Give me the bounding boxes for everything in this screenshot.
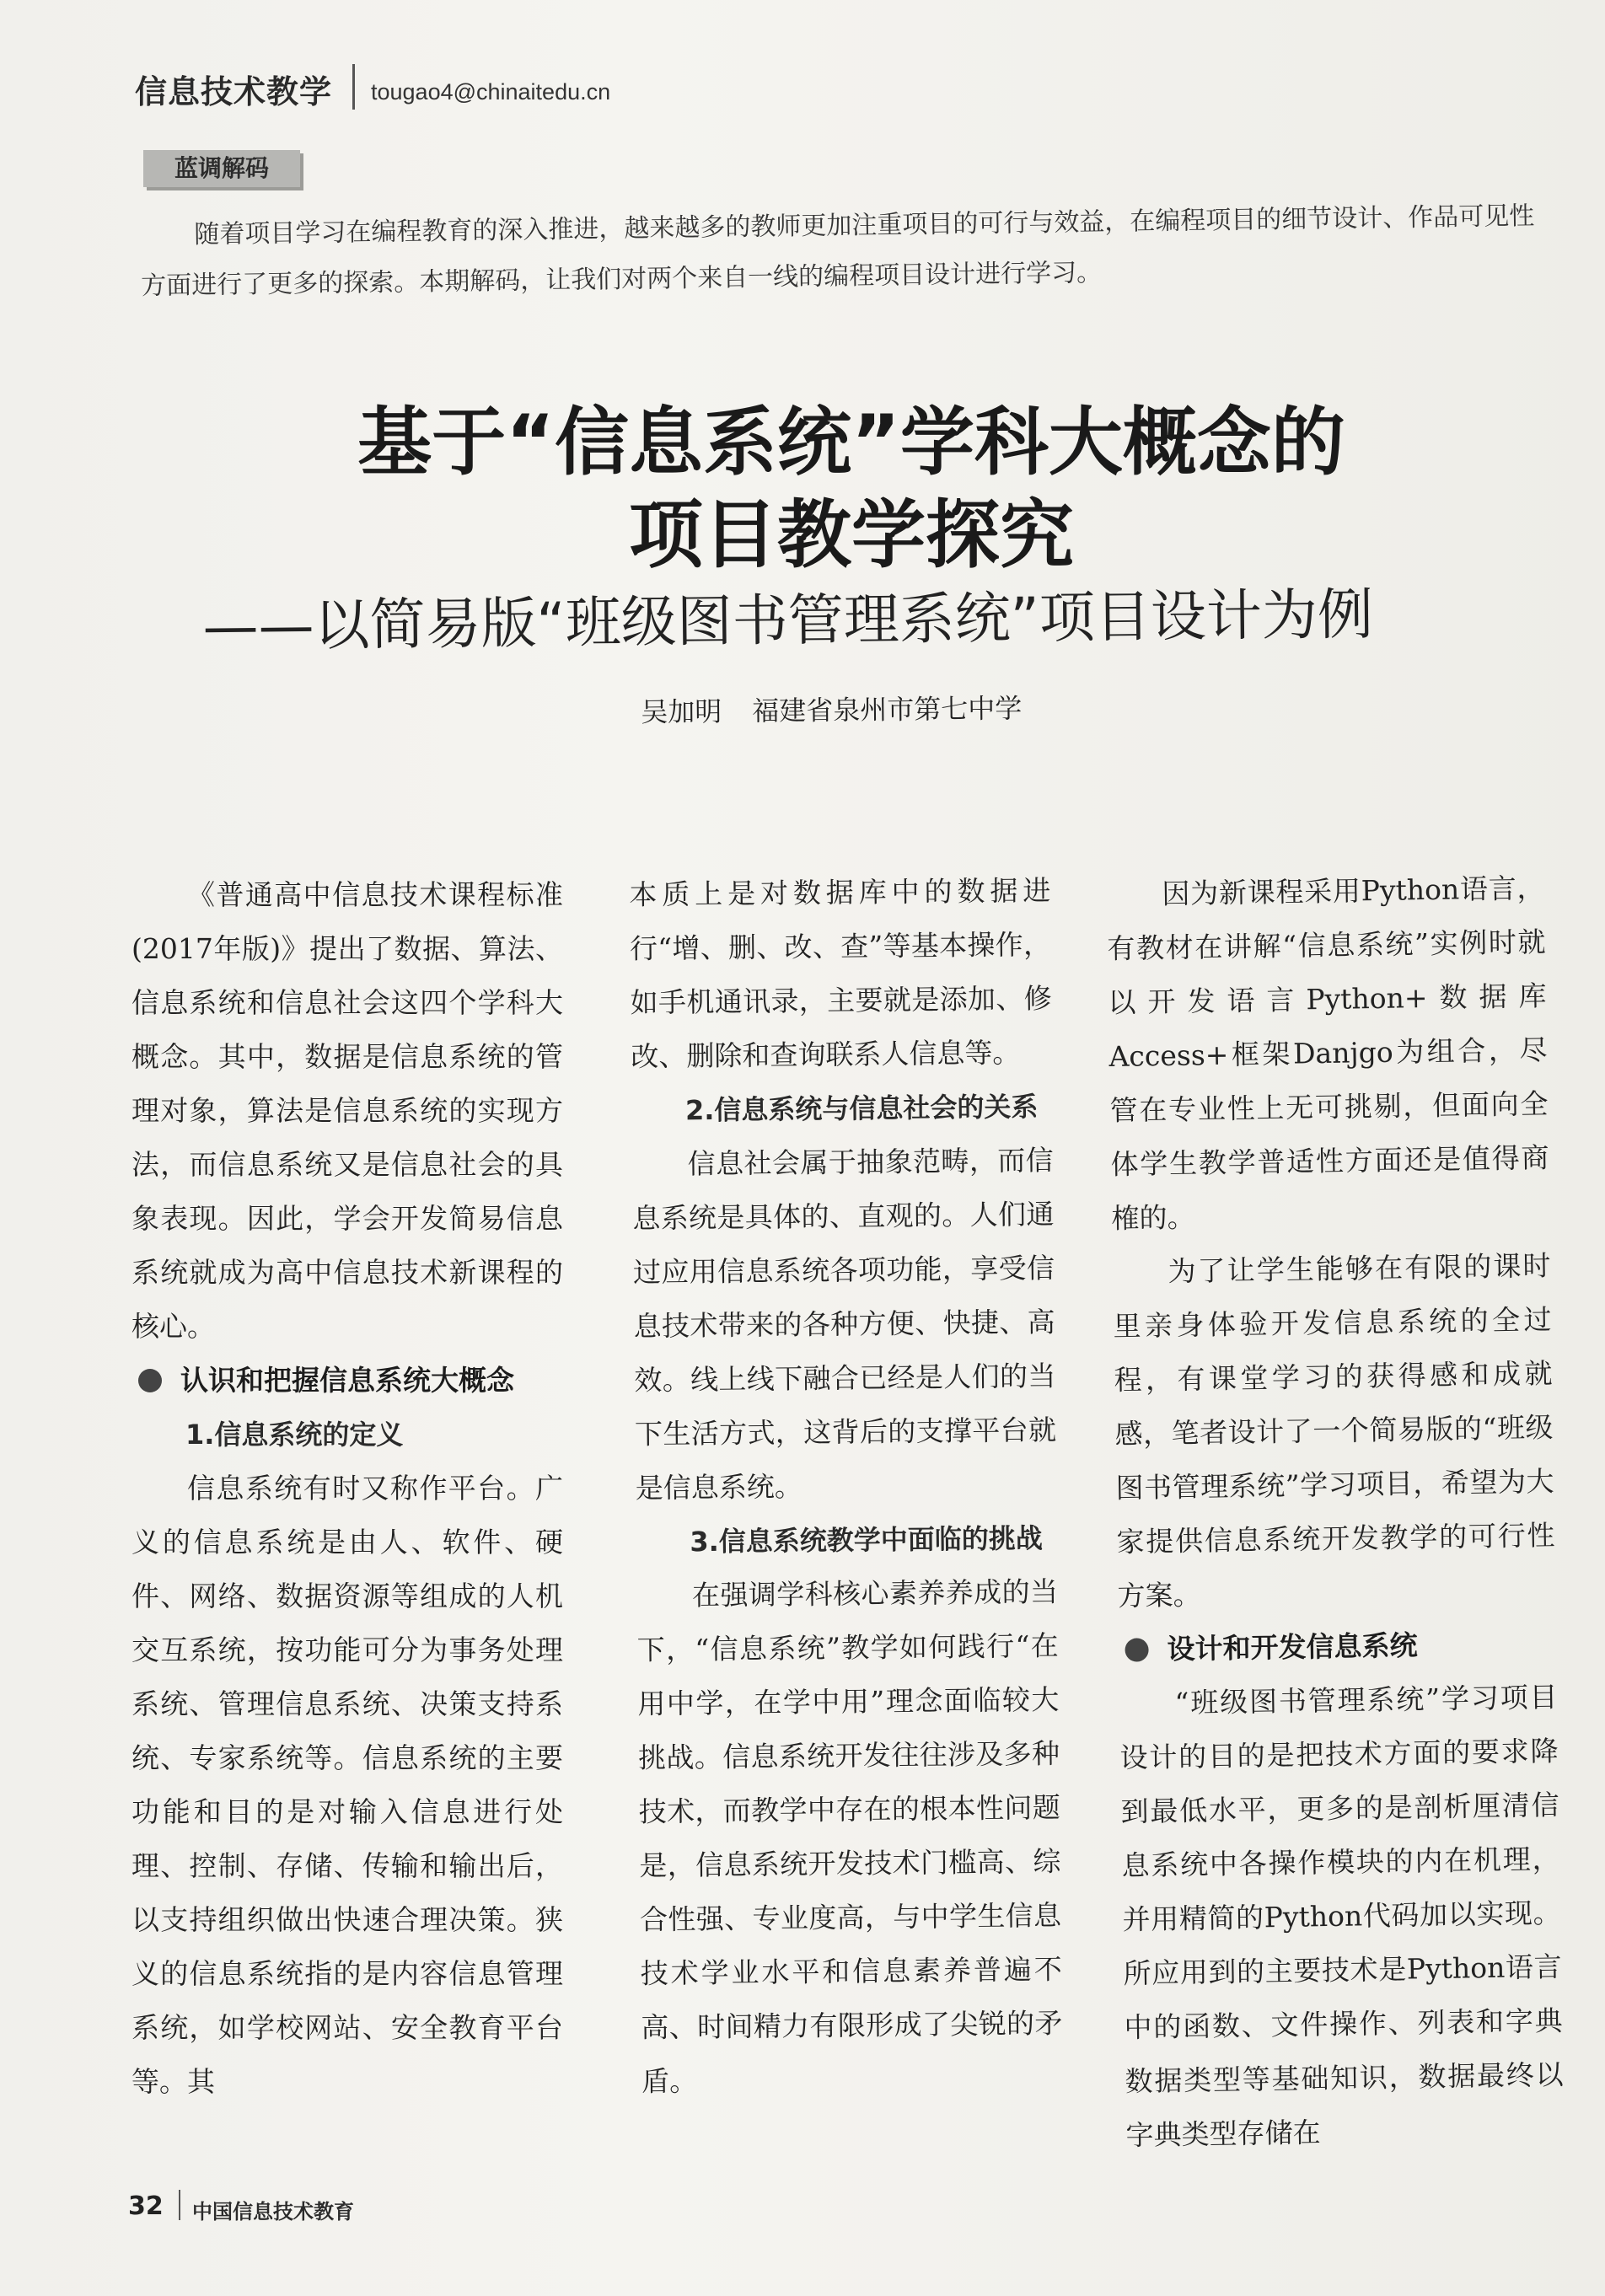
body-paragraph: 信息系统有时又称作平台。广义的信息系统是由人、软件、硬件、网络、数据资源等组成的人机交互系统，按功能可分为事务处理系统、管理信息系统、决策支持系统、专家系统等。信息系统的主要功能和目的是对输入信息进行处理、控制、存储、传输和输出后，以支持组织做出快速合理决策。狭义的信息系统指的是内容信息管理系统，如学校网站、安全教育平台等。其 [132, 1472, 563, 2098]
article-subtitle: ——以简易版“班级图书管理系统”项目设计为例 [202, 582, 1374, 659]
section-title: 信息技术教学 [135, 73, 333, 110]
subsection-heading: 3.信息系统教学中面临的挑战 [690, 1521, 1043, 1558]
author-name: 吴加明 [641, 695, 722, 728]
body-paragraph: 因为新课程采用Python语言，有教材在讲解“信息系统”实例时就以开发语言Python+数据库Access+框架Danjgo为组合，尽管在专业性上无可挑剔，但面向全体学生教学普适性方面还是值得商榷的。 [1107, 871, 1549, 1235]
bullet-icon [1125, 1638, 1148, 1661]
bullet-icon [138, 1369, 162, 1392]
section-heading: 设计和开发信息系统 [1118, 1617, 1557, 1677]
magazine-name: 中国信息技术教育 [192, 2200, 354, 2224]
column-3 [1106, 861, 1565, 2163]
section-heading: 认识和把握信息系统大概念 [132, 1354, 563, 1408]
article-title-line2: 项目教学探究 [628, 491, 1074, 578]
intro-paragraph: 随着项目学习在编程教育的深入推进，越来越多的教师更加注重项目的可行与效益，在编程项目的细节设计、作品可见性方面进行了更多的探索。本期解码，让我们对两个来自一线的编程项目设计进行学习。 [141, 201, 1535, 301]
body-paragraph: 为了让学生能够在有限的课时里亲身体验开发信息系统的全过程，有课堂学习的获得感和成就感，笔者设计了一个简易版的“班级图书管理系统”学习项目，希望为大家提供信息系统开发教学的可行性方案。 [1113, 1248, 1555, 1612]
subsection-heading: 2.信息系统与信息社会的关系 [684, 1090, 1039, 1127]
author-affiliation: 福建省泉州市第七中学 [752, 692, 1023, 727]
header-divider [352, 64, 355, 110]
page-number: 32 [128, 2191, 164, 2221]
article-title-line1: 基于“信息系统”学科大概念的 [357, 399, 1345, 485]
body-paragraph: 本质上是对数据库中的数据进行“增、删、改、查”等基本操作，如手机通讯录，主要就是添加、修改、删除和查询联系人信息等。 [629, 873, 1052, 1073]
column-1 [132, 868, 563, 2109]
subsection-heading: 1.信息系统的定义 [185, 1419, 404, 1451]
article-title [135, 396, 1568, 582]
body-paragraph: “班级图书管理系统”学习项目设计的目的是把技术方面的要求降到最低水平，更多的是剖析厘清信息系统中各操作模块的内在机理，并用精简的Python代码加以实现。所应用到的主要技术是Python语言中的函数、文件操作、列表和字典数据类型等基础知识，数据最终以字典类型存储在 [1119, 1680, 1564, 2152]
byline [641, 687, 1022, 730]
contact-email: tougao4@chinaitedu.cn [371, 79, 611, 105]
body-paragraph: 在强调学科核心素养养成的当下，“信息系统”教学如何践行“在用中学，在学中用”理念面临较大挑战。信息系统开发往往涉及多种技术，而教学中存在的根本性问题是，信息系统开发技术门槛高、综合性强、专业度高，与中学生信息技术学业水平和信息素养普遍不高、时间精力有限形成了尖锐的矛盾。 [636, 1574, 1063, 2098]
footer-divider [179, 2190, 180, 2220]
column-tag: 蓝调解码 [143, 150, 300, 187]
column-2 [629, 864, 1063, 2109]
body-paragraph: 《普通高中信息技术课程标准(2017年版)》提出了数据、算法、信息系统和信息社会这四个学科大概念。其中，数据是信息系统的管理对象，算法是信息系统的实现方法，而信息系统又是信息社会的具象表现。因此，学会开发简易信息系统就成为高中信息技术新课程的核心。 [132, 878, 563, 1343]
body-paragraph: 信息社会属于抽象范畴，而信息系统是具体的、直观的。人们通过应用信息系统各项功能，享受信息技术带来的各种方便、快捷、高效。线上线下融合已经是人们的当下生活方式，这背后的支撑平台就是信息系统。 [632, 1143, 1057, 1505]
